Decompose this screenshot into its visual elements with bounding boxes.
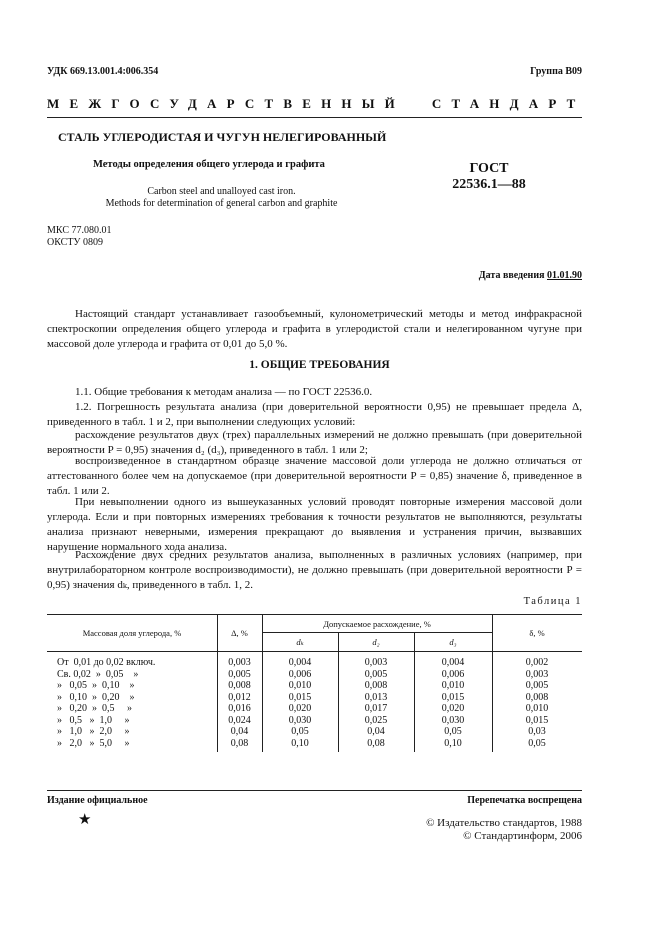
cell-range: От 0,01 до 0,02 включ. xyxy=(57,657,156,668)
paragraph-condition-1: расхождение результатов двух (трех) параллельных измерений не должно превышать (при доверительной вероятности P = 0,95) значения d₂ (d₃), приведенного в табл. 1 или 2; xyxy=(47,429,582,456)
cell-d2: 0,008 xyxy=(364,680,388,691)
cell-sigma: 0,05 xyxy=(528,737,546,749)
paragraph-repeat: При невыполнении одного из вышеуказанных условий проводят повторные измерения массовой доли углерода. Если и при повторных измерениях требования к точности результатов не выполняются, результаты анализа признают неверными, измерения прекращают до выявления и устранения причин, вызвавших нарушение нормального хода анализа. xyxy=(47,496,582,553)
cell-sigma: 0,03 xyxy=(528,726,546,737)
cell-d2: 0,017 xyxy=(364,703,388,714)
cell-dk: 0,010 xyxy=(288,680,312,691)
table-caption: Таблица 1 xyxy=(523,596,582,607)
copyright-1: © Издательство стандартов, 1988 xyxy=(426,817,582,829)
cell-delta: 0,005 xyxy=(228,668,251,680)
cell-d2: 0,04 xyxy=(367,726,385,737)
cell-d3: 0,010 xyxy=(441,680,465,691)
cell-sigma: 0,002 xyxy=(525,657,549,668)
cell-sigma: 0,015 xyxy=(525,714,549,726)
intro-date xyxy=(479,270,582,281)
cell-sigma: 0,005 xyxy=(525,680,549,691)
cell-d3: 0,05 xyxy=(444,726,462,737)
cell-delta: 0,016 xyxy=(228,703,251,714)
cell-dk: 0,015 xyxy=(288,691,312,703)
cell-dk: 0,10 xyxy=(291,737,309,749)
cell-dk: 0,020 xyxy=(288,703,312,714)
cell-d3: 0,030 xyxy=(441,714,465,726)
star-icon: ★ xyxy=(78,812,92,828)
cell-sigma: 0,010 xyxy=(525,703,549,714)
gost-number: 22536.1—88 xyxy=(452,177,526,192)
cell-delta: 0,003 xyxy=(228,657,251,668)
table-row xyxy=(47,680,582,692)
cell-d2: 0,025 xyxy=(364,714,388,726)
table-row xyxy=(47,738,582,750)
cell-d3: 0,10 xyxy=(444,737,462,749)
table-body xyxy=(47,652,582,749)
cell-dk: 0,004 xyxy=(288,657,312,668)
document-subtitle-en-2: Methods for determination of general carbon and graphite xyxy=(105,198,338,209)
table-row xyxy=(47,726,582,738)
paragraph-condition-2: воспроизведенное в стандартном образце значение массовой доли углерода не должно отличаться от аттестованного более чем на допускаемое (при доверительной вероятности P = 0,85) значение δ, приведенное в табл. 1 или 2. xyxy=(47,455,582,497)
cell-range: » 0,10 » 0,20 » xyxy=(57,691,135,703)
cell-delta: 0,008 xyxy=(228,680,251,691)
cell-dk: 0,006 xyxy=(288,668,312,680)
cell-d3: 0,020 xyxy=(441,703,465,714)
col-dk-header: dₖ xyxy=(296,637,304,647)
mks-code: МКС 77.080.01 xyxy=(47,225,112,236)
col-d2-header: d₂ xyxy=(372,637,380,647)
paragraph-1-1: 1.1. Общие требования к методам анализа — по ГОСТ 22536.0. xyxy=(75,386,373,398)
cell-delta: 0,08 xyxy=(230,737,249,749)
intro-date-label: Дата введения xyxy=(478,270,545,281)
cell-delta: 0,04 xyxy=(230,726,249,737)
reprint-notice: Перепечатка воспрещена xyxy=(467,795,582,806)
cell-sigma: 0,008 xyxy=(525,691,549,703)
header-divider xyxy=(47,117,582,118)
copyright-2: © Стандартинформ, 2006 xyxy=(463,830,582,842)
cell-range: » 0,5 » 1,0 » xyxy=(57,714,130,726)
table-1 xyxy=(47,614,582,749)
cell-range: » 0,05 » 0,10 » xyxy=(57,680,135,691)
intro-date-value: 01.01.90 xyxy=(547,270,582,281)
cell-delta: 0,024 xyxy=(228,714,251,726)
col-allowed-header: Допускаемое расхождение, % xyxy=(323,619,431,629)
table-row xyxy=(47,669,582,681)
cell-range: » 2,0 » 5,0 » xyxy=(57,737,130,749)
udk-code: УДК 669.13.001.4:006.354 xyxy=(47,66,159,77)
cell-d2: 0,003 xyxy=(364,657,388,668)
cell-dk: 0,030 xyxy=(288,714,312,726)
cell-d3: 0,006 xyxy=(441,668,465,680)
table-row xyxy=(47,715,582,727)
cell-dk: 0,05 xyxy=(291,726,309,737)
col-sigma-header: δ, % xyxy=(529,628,545,638)
table-row xyxy=(47,692,582,704)
document-title: СТАЛЬ УГЛЕРОДИСТАЯ И ЧУГУН НЕЛЕГИРОВАННЫЙ xyxy=(58,130,387,144)
col-d3-header: d₃ xyxy=(449,637,457,647)
cell-d3: 0,004 xyxy=(441,657,465,668)
cell-d3: 0,015 xyxy=(441,691,465,703)
intro-paragraph: Настоящий стандарт устанавливает газообъемный, кулонометрический методы и метод инфракрасной спектроскопии определения общего углерода и графита в углеродистой стали и нелегированном чугуне при массовой доле углерода и графита от 0,01 до 5,0 %. xyxy=(47,308,582,350)
cell-d2: 0,005 xyxy=(364,668,388,680)
cell-d2: 0,013 xyxy=(364,691,388,703)
document-subtitle-ru: Методы определения общего углерода и графита xyxy=(93,159,325,170)
cell-range: Св. 0,02 » 0,05 » xyxy=(57,668,139,680)
official-edition: Издание официальное xyxy=(47,795,148,806)
col-mass-header: Массовая доля углерода, % xyxy=(82,628,182,638)
footer-divider xyxy=(47,790,582,791)
paragraph-reproducibility: Расхождение двух средних результатов анализа, выполненных в различных условиях (например, при внутрилабораторном контроле воспроизводимости), не должно превышать (при доверительной вероятности P = 0,95) значения dₖ, приведенного в табл. 1, 2. xyxy=(47,549,582,591)
table-row xyxy=(47,703,582,715)
paragraph-1-2: 1.2. Погрешность результата анализа (при доверительной вероятности 0,95) не превышает предела Δ, приведенного в табл. 1 и 2, при выполнении следующих условий: xyxy=(47,401,582,428)
cell-delta: 0,012 xyxy=(228,691,251,703)
cell-range: » 1,0 » 2,0 » xyxy=(57,726,130,737)
group-code: Группа В09 xyxy=(530,66,582,77)
okstu-code: ОКСТУ 0809 xyxy=(47,237,104,248)
gost-label: ГОСТ xyxy=(469,161,509,176)
table-row xyxy=(47,657,582,669)
cell-d2: 0,08 xyxy=(367,737,385,749)
col-delta-header: Δ, % xyxy=(231,628,248,638)
cell-sigma: 0,003 xyxy=(525,668,549,680)
table-header xyxy=(47,615,582,651)
cell-range: » 0,20 » 0,5 » xyxy=(57,703,132,714)
document-subtitle-en-1: Carbon steel and unalloyed cast iron. xyxy=(147,186,296,197)
interstate-standard-heading: МЕЖГОСУДАРСТВЕННЫЙ СТАНДАРТ xyxy=(47,96,586,111)
section-1-title: 1. ОБЩИЕ ТРЕБОВАНИЯ xyxy=(249,359,390,371)
